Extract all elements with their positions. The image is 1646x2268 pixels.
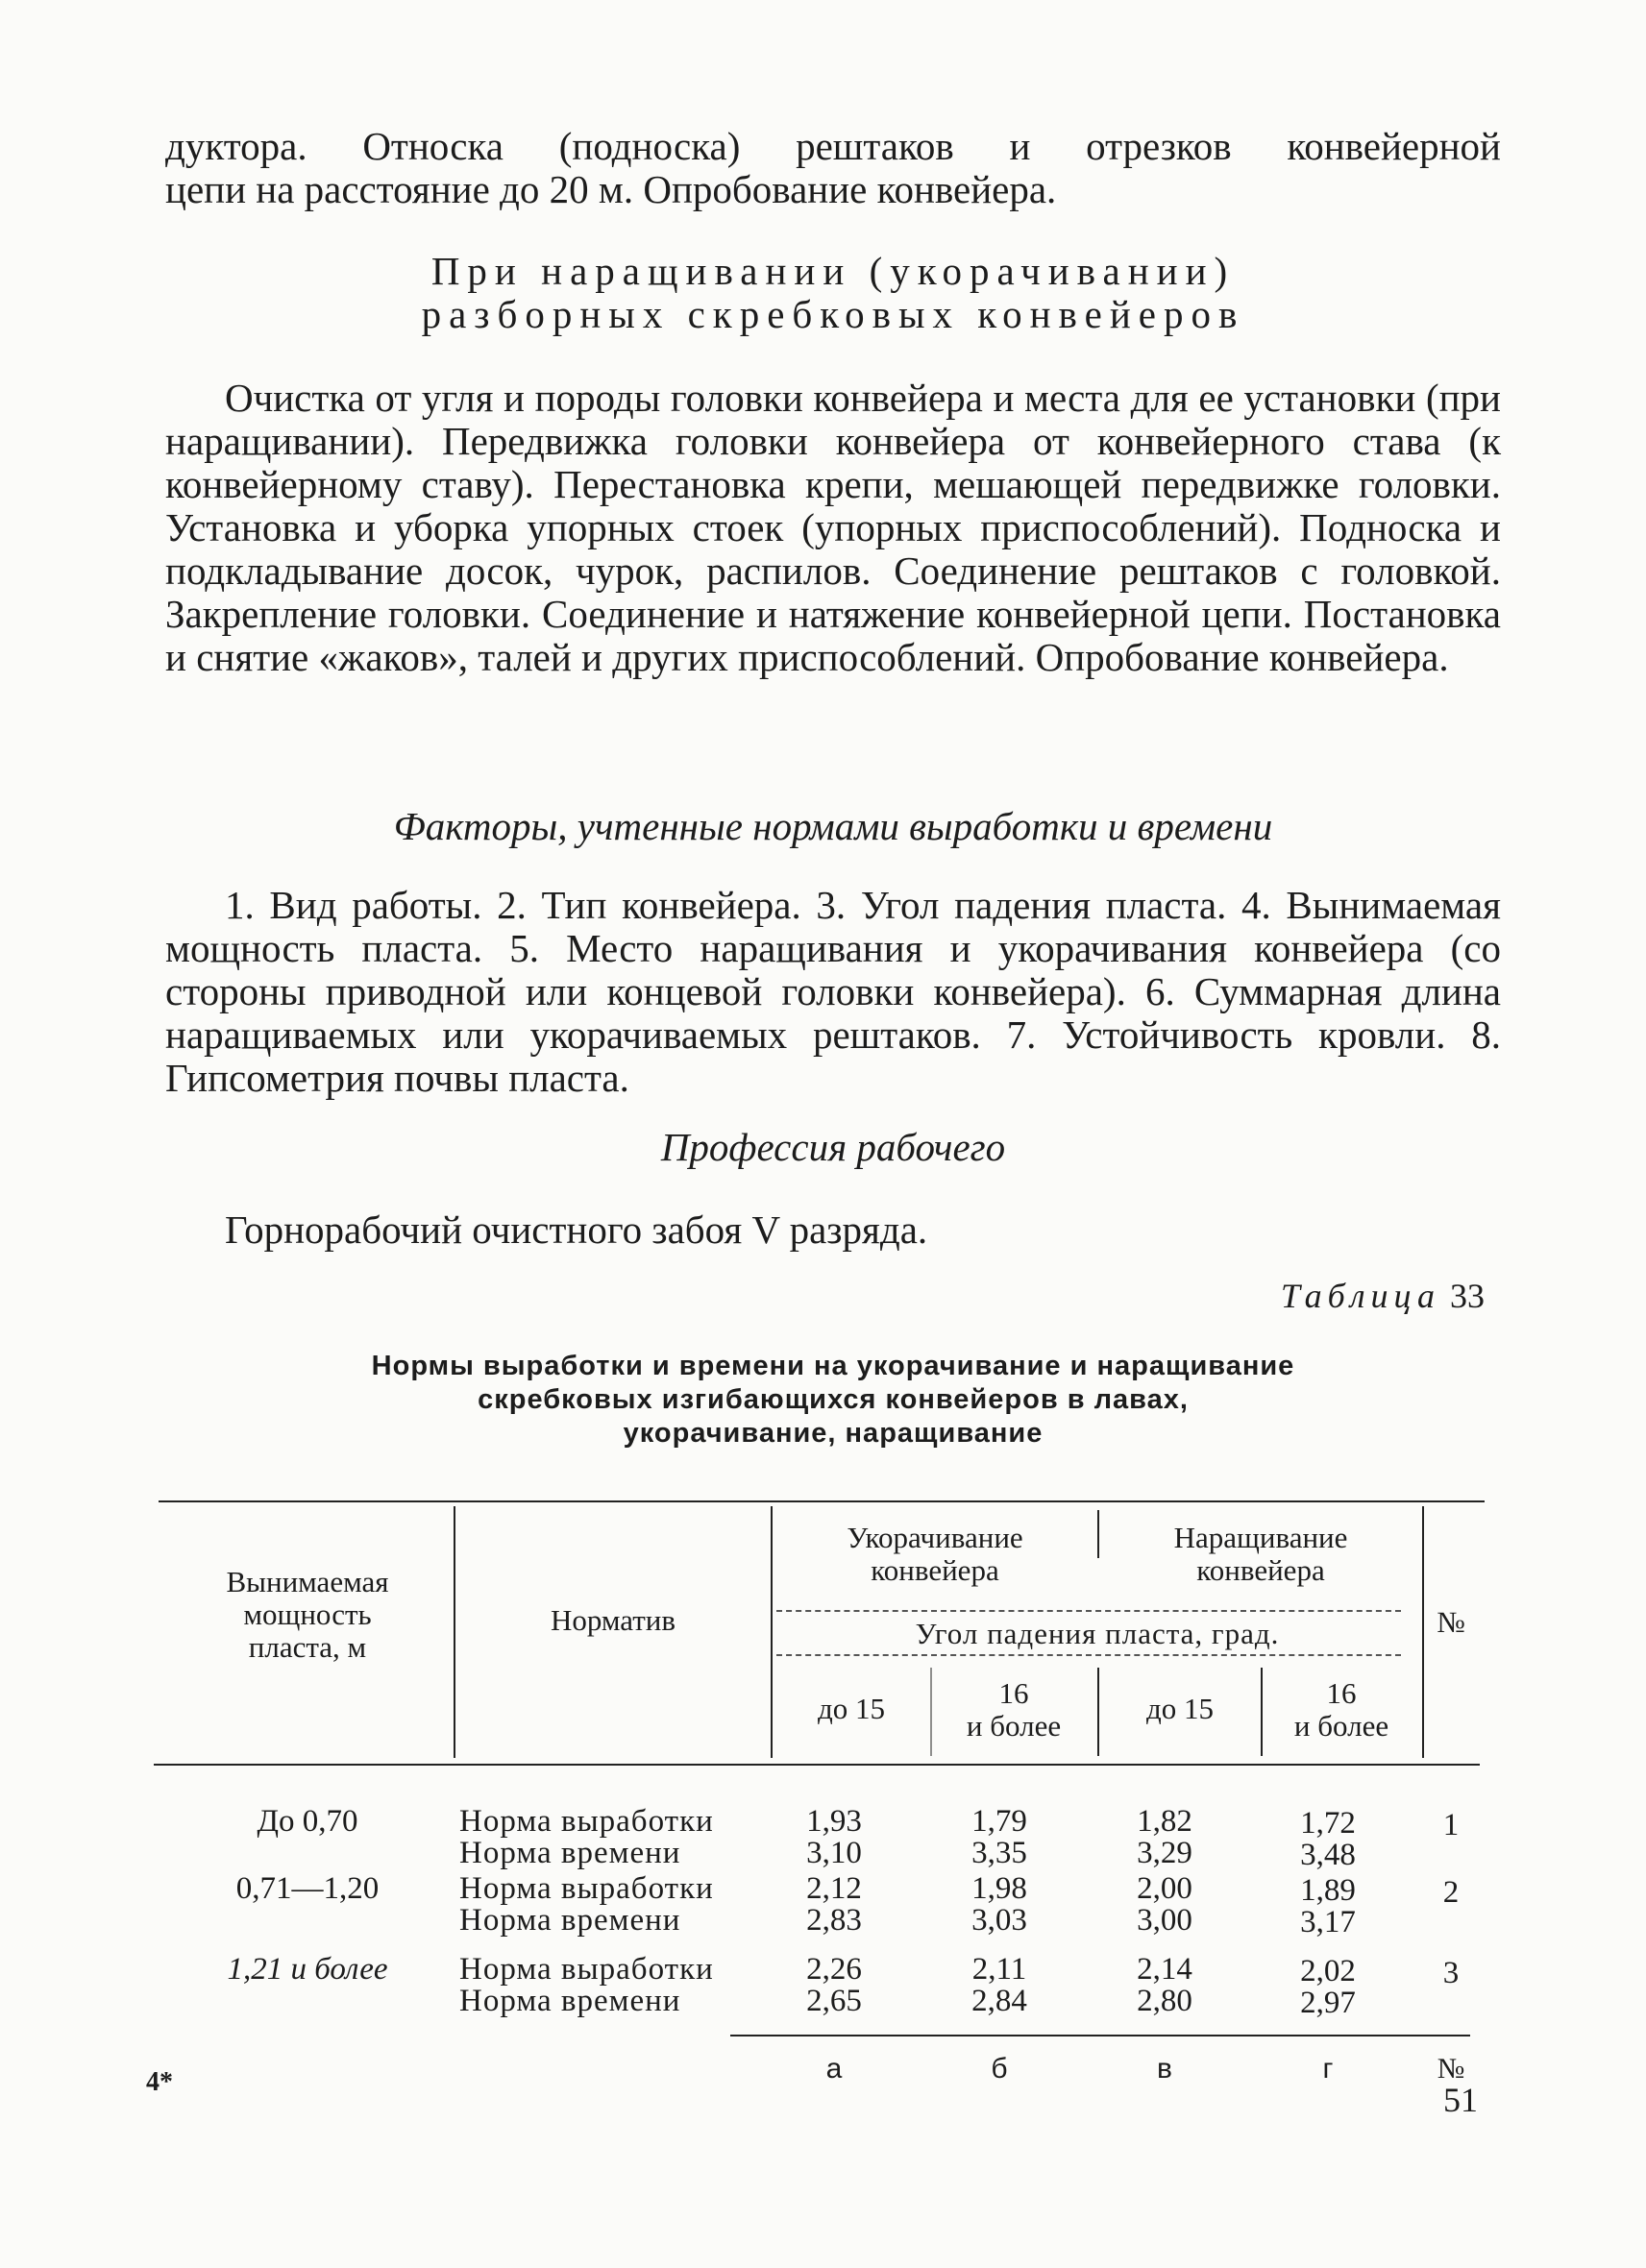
table-group-divider (776, 1610, 1401, 1612)
header-thickness-line-1: Вынимаемая (226, 1565, 389, 1598)
section-heading-line-2: разборных скребковых конвейеров (421, 292, 1245, 336)
row-2-b1: 1,98 (971, 1871, 1027, 1906)
header-extension (1101, 1522, 1420, 1587)
table-number: 33 (1450, 1277, 1485, 1315)
factors-heading: Факторы, учтенные нормами выработки и времени (393, 804, 1273, 848)
header-sub-d-line-2: и более (1293, 1709, 1389, 1743)
row-2-a1: 2,12 (806, 1871, 862, 1906)
row-3-thickness: 1,21 и более (227, 1952, 388, 1987)
column-letter-a: а (825, 2053, 843, 2085)
column-letter-b: б (991, 2053, 1008, 2085)
header-shortening (774, 1522, 1095, 1587)
row-1-thickness: До 0,70 (257, 1804, 358, 1839)
column-letter-d: г (1322, 2053, 1334, 2085)
table-title (165, 1350, 1501, 1451)
table-top-rule (159, 1500, 1485, 1502)
row-2-norm-output: Норма выработки (459, 1871, 714, 1906)
row-3-c1: 2,14 (1137, 1952, 1192, 1987)
row-2-b2: 3,03 (971, 1903, 1027, 1938)
row-3-c2: 2,80 (1137, 1984, 1192, 2018)
profession-heading: Профессия рабочего (660, 1125, 1006, 1169)
page-number: 51 (1443, 2081, 1478, 2119)
row-1-norm-time: Норма времени (459, 1836, 681, 1870)
row-1-no: 1 (1442, 1808, 1460, 1842)
row-2-no: 2 (1442, 1875, 1460, 1910)
header-sub-d-line-1: 16 (1326, 1676, 1357, 1710)
row-3-a2: 2,65 (806, 1984, 862, 2018)
paragraph-2: Очистка от угля и породы головки конвейера и места для ее установки (при наращивании). Передвижка головки конвейера от конвейерного става (к конвейерному ставу). Перестановка крепи, мешающей передвижке головки. Установка и уборка упорных стоек (упорных приспособлений). Подноска и подкладывание досок, чурок, распилов. Соединение рештаков с головкой. Закрепление головки. Соединение и натяжение конвейерной цепи. Постановка и снятие «жаков», талей и других приспособлений. Опробование конвейера. (165, 376, 1501, 679)
table-title-line-2: скребковых изгибающихся конвейеров в лавах, (478, 1384, 1189, 1415)
table-title-line-1: Нормы выработки и времени на укорачивание и наращивание (371, 1351, 1295, 1381)
row-3-no: 3 (1442, 1956, 1460, 1990)
column-letter-no: № (1437, 2053, 1465, 2085)
header-thickness-line-2: мощность (243, 1597, 372, 1631)
table-col-divider-1 (454, 1506, 455, 1758)
row-3-d1: 2,02 (1300, 1954, 1356, 1988)
row-1-b1: 1,79 (971, 1804, 1027, 1839)
header-sub-c: до 15 (1145, 1692, 1215, 1725)
row-3-d2: 2,97 (1300, 1986, 1356, 2020)
header-shortening-line-1: Укорачивание (847, 1521, 1023, 1554)
row-2-norm-time: Норма времени (459, 1903, 681, 1938)
row-1-b2: 3,35 (971, 1836, 1027, 1870)
header-sub-b-line-2: и более (966, 1709, 1062, 1743)
row-1-c2: 3,29 (1137, 1836, 1192, 1870)
header-sub-d (1263, 1677, 1420, 1743)
table-bottom-rule (730, 2035, 1470, 2036)
header-angle: Угол падения пласта, град. (915, 1617, 1280, 1650)
paragraph-1-line-2: цепи на расстояние до 20 м. Опробование конвейера. (165, 167, 1057, 211)
paragraph-1 (165, 125, 1501, 211)
row-3-norm-output: Норма выработки (459, 1952, 714, 1987)
row-2-thickness: 0,71—1,20 (235, 1871, 380, 1906)
table-header-rule (154, 1764, 1480, 1766)
table-sub-divider-2 (1097, 1668, 1099, 1756)
row-2-a2: 2,83 (806, 1903, 862, 1938)
header-sub-a: до 15 (817, 1692, 886, 1725)
row-1-d1: 1,72 (1300, 1806, 1356, 1841)
header-norm: Норматив (550, 1603, 676, 1637)
row-1-d2: 3,48 (1300, 1838, 1356, 1872)
row-3-b2: 2,84 (971, 1984, 1027, 2018)
header-shortening-line-2: конвейера (871, 1553, 999, 1587)
paragraph-4: Горнорабочий очистного забоя V разряда. (225, 1207, 928, 1252)
row-1-norm-output: Норма выработки (459, 1804, 714, 1839)
row-2-d2: 3,17 (1300, 1905, 1356, 1939)
header-extension-line-2: конвейера (1196, 1553, 1325, 1587)
table-col-divider-2 (771, 1506, 773, 1758)
table-label (1281, 1276, 1485, 1316)
section-heading-extension (165, 250, 1501, 336)
row-1-a2: 3,10 (806, 1836, 862, 1870)
header-extension-line-1: Наращивание (1173, 1521, 1348, 1554)
row-2-c2: 3,00 (1137, 1903, 1192, 1938)
row-3-norm-time: Норма времени (459, 1984, 681, 2018)
row-2-c1: 2,00 (1137, 1871, 1192, 1906)
row-1-a1: 1,93 (806, 1804, 862, 1839)
column-letter-c: в (1157, 2053, 1172, 2085)
section-heading-line-1: При наращивании (укорачивании) (430, 249, 1236, 293)
header-no: № (1437, 1605, 1465, 1639)
table-title-line-3: укорачивание, наращивание (623, 1418, 1044, 1449)
row-1-c1: 1,82 (1137, 1804, 1192, 1839)
table-label-word: Таблица (1280, 1277, 1440, 1315)
table-angle-divider (776, 1654, 1401, 1656)
paragraph-1-line-1: дуктора. Относка (подноска) рештаков и отрезков конвейерной (165, 124, 1501, 168)
row-3-a1: 2,26 (806, 1952, 862, 1987)
header-thickness (163, 1566, 452, 1664)
table-group-split (1097, 1510, 1099, 1558)
row-2-d1: 1,89 (1300, 1873, 1356, 1908)
header-sub-b (932, 1677, 1095, 1743)
signature-mark: 4* (146, 2067, 173, 2097)
header-thickness-line-3: пласта, м (248, 1630, 367, 1664)
header-sub-b-line-1: 16 (998, 1676, 1029, 1710)
row-3-b1: 2,11 (971, 1952, 1027, 1987)
paragraph-3: 1. Вид работы. 2. Тип конвейера. 3. Угол падения пласта. 4. Вынимаемая мощность пласта. 5. Место наращивания и укорачивания конвейера (со стороны приводной или концевой головки конвейера). 6. Суммарная длина наращиваемых или укорачиваемых рештаков. 7. Устойчивость кровли. 8. Гипсометрия почвы пласта. (165, 883, 1501, 1100)
